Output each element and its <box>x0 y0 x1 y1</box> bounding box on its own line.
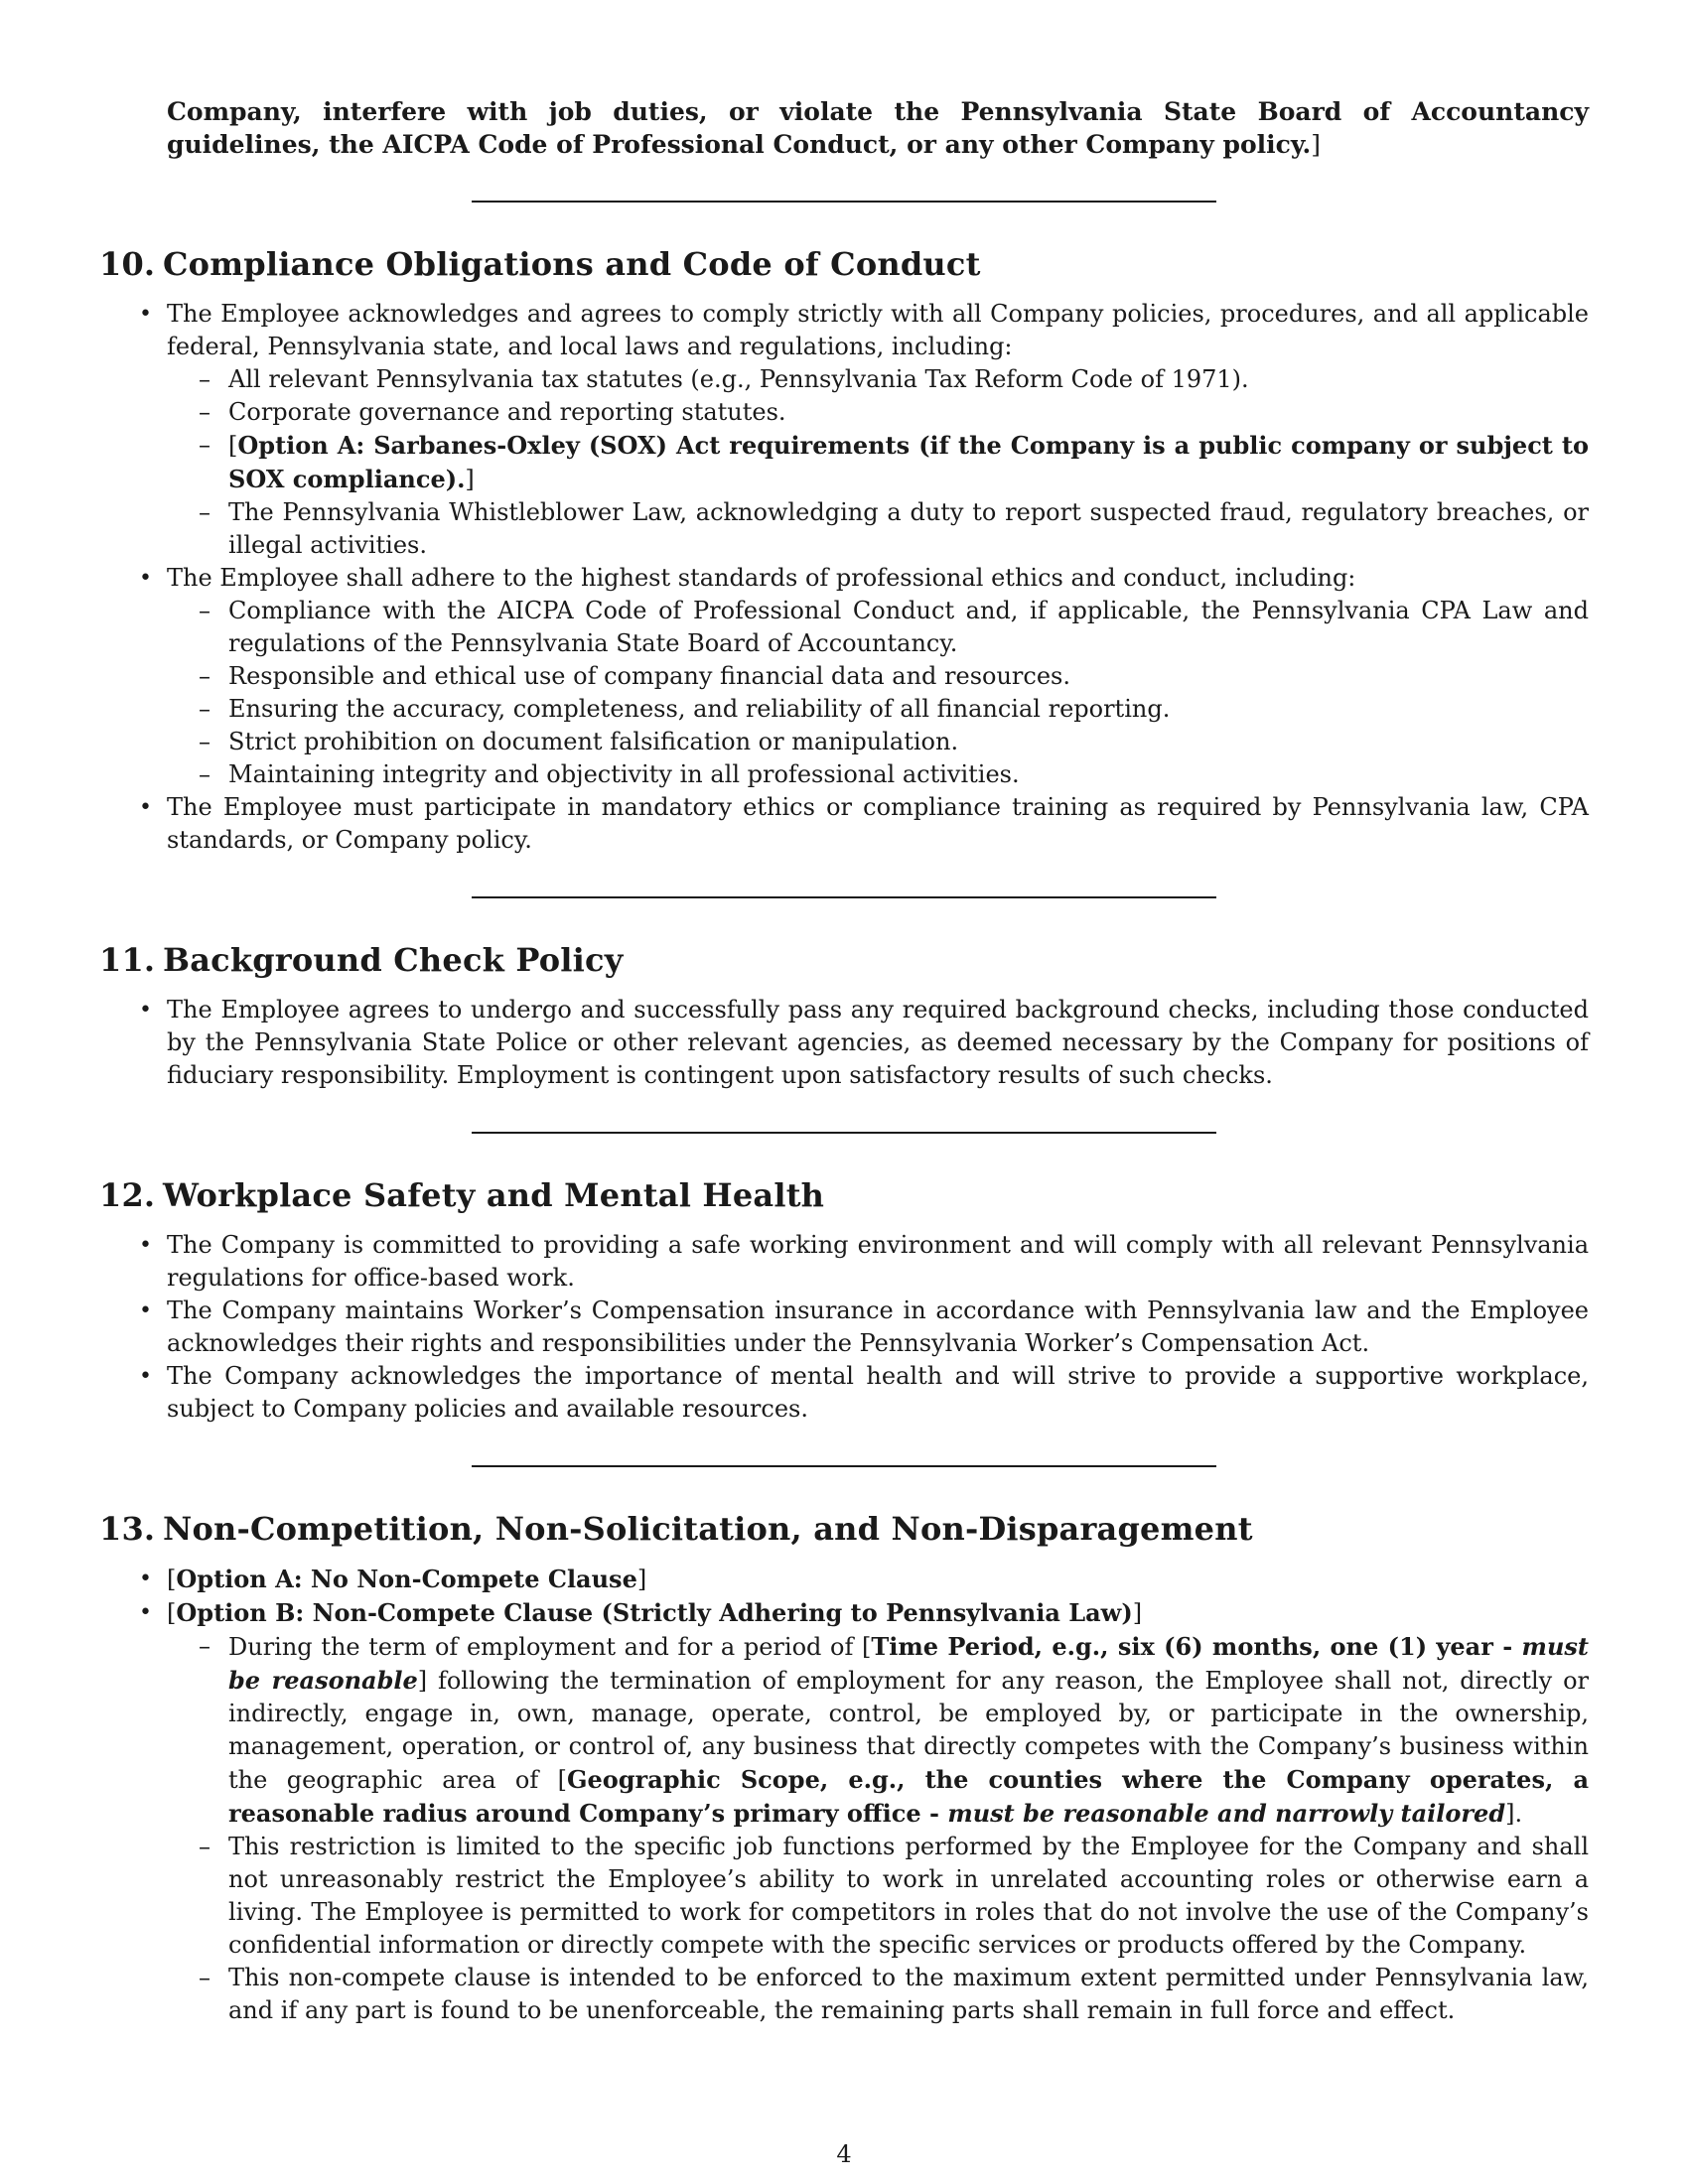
close-bracket: ] <box>465 466 475 493</box>
sublist-item: – This non-compete clause is intended to be enforced to the maximum extent permitted under Pennsylvania law, and if any part is found to be unenforceable, the remaining parts shall remain in full force and effect. <box>167 1962 1589 2027</box>
list-item-option-b <box>99 1596 1589 2027</box>
section-11-list <box>99 994 1589 1092</box>
page-number: 4 <box>836 2140 852 2168</box>
section-number: 13. <box>99 1510 156 1548</box>
section-divider <box>472 201 1216 203</box>
carryover-text: Company, interfere with job duties, or violate the Pennsylvania State Board of Accountancy guidelines, the AICPA Code of Professional Conduct, or any other Company policy. <box>167 97 1589 159</box>
sublist-item-noncompete-term <box>167 1630 1589 1831</box>
list-item-option-a <box>99 1563 1589 1596</box>
section-11-heading <box>99 940 1589 980</box>
section-13-list <box>99 1563 1589 2027</box>
option-text: Option B: Non-Compete Clause (Strictly Adhering to Pennsylvania Law) <box>176 1598 1133 1627</box>
open-bracket: [ <box>228 432 238 460</box>
sublist <box>167 1630 1589 2027</box>
close-bracket: ] <box>1132 1599 1143 1627</box>
bullet-text: The Employee acknowledges and agrees to comply strictly with all Company policies, procedures, and all applicable federal, Pennsylvania state, and local laws and regulations, including: <box>167 300 1589 360</box>
list-item: • The Employee must participate in mandatory ethics or compliance training as required by Pennsylvania law, CPA standards, or Company policy. <box>99 791 1589 857</box>
section-10-list <box>99 298 1589 857</box>
sublist-item: – Responsible and ethical use of company financial data and resources. <box>167 660 1589 693</box>
sublist <box>167 595 1589 791</box>
list-item: • The Company is committed to providing a safe working environment and will comply with all relevant Pennsylvania regulations for office-based work. <box>99 1229 1589 1295</box>
section-number: 10. <box>99 245 156 283</box>
carryover-paragraph <box>167 95 1589 161</box>
section-number: 12. <box>99 1176 156 1214</box>
section-divider <box>472 896 1216 898</box>
sublist-item: – The Pennsylvania Whistleblower Law, acknowledging a duty to report suspected fraud, regulatory breaches, or illegal activities. <box>167 496 1589 562</box>
list-item: • The Company maintains Worker’s Compensation insurance in accordance with Pennsylvania law and the Employee acknowledges their rights and responsibilities under the Pennsylvania Worker’s Compensation Act. <box>99 1295 1589 1360</box>
close-bracket: ] <box>636 1566 647 1593</box>
bullet-text: The Employee shall adhere to the highest standards of professional ethics and conduct, including: <box>167 564 1356 592</box>
open-bracket: [ <box>167 1599 177 1627</box>
section-13-heading <box>99 1509 1589 1549</box>
section-divider <box>472 1465 1216 1467</box>
section-title: Background Check Policy <box>163 941 624 979</box>
sublist-item: – Ensuring the accuracy, completeness, and reliability of all financial reporting. <box>167 693 1589 726</box>
sublist-item: – Maintaining integrity and objectivity in all professional activities. <box>167 758 1589 791</box>
section-divider <box>472 1132 1216 1134</box>
sublist <box>167 363 1589 562</box>
clause-text: ] following the termination of employment for any reason, the Employee shall not, directly or indirectly, engage in, own, manage, operate, control, be employed by, or participate in the ownership, management, operation, or control of, any business that directly competes with the Company’s business within the geographic area of [ <box>228 1667 1589 1794</box>
sublist-item: – Strict prohibition on document falsification or manipulation. <box>167 726 1589 758</box>
option-text: Option A: Sarbanes-Oxley (SOX) Act requirements (if the Company is a public company or subject to SOX compliance). <box>228 431 1589 493</box>
sublist-item: – This restriction is limited to the specific job functions performed by the Employee for the Company and shall not unreasonably restrict the Employee’s ability to work in unrelated accounting roles or otherwise earn a living. The Employee is permitted to work for competitors in roles that do not involve the use of the Company’s confidential information or directly compete with the specific services or products offered by the Company. <box>167 1831 1589 1962</box>
sublist-item: – Compliance with the AICPA Code of Professional Conduct and, if applicable, the Pennsylvania CPA Law and regulations of the Pennsylvania State Board of Accountancy. <box>167 595 1589 660</box>
sublist-item: – All relevant Pennsylvania tax statutes (e.g., Pennsylvania Tax Reform Code of 1971). <box>167 363 1589 396</box>
section-number: 11. <box>99 941 156 979</box>
section-title: Non-Competition, Non-Solicitation, and Non-Disparagement <box>163 1510 1253 1548</box>
sublist-item-option-a <box>167 429 1589 496</box>
list-item <box>99 562 1589 791</box>
section-title: Compliance Obligations and Code of Conduct <box>163 245 981 283</box>
placeholder-geographic-scope: Geographic Scope, e.g., the counties where the Company operates, a reasonable radius around Company’s primary office - <box>228 1765 1589 1828</box>
placeholder-note: must be reasonable <box>228 1632 1589 1695</box>
clause-text: ]. <box>1505 1800 1523 1828</box>
list-item: • The Company acknowledges the importance of mental health and will strive to provide a supportive workplace, subject to Company policies and available resources. <box>99 1360 1589 1426</box>
carryover-close-bracket: ] <box>1311 130 1322 159</box>
list-item: • The Employee agrees to undergo and successfully pass any required background checks, including those conducted by the Pennsylvania State Police or other relevant agencies, as deemed necessary by the Company for positions of fiduciary responsibility. Employment is contingent upon satisfactory results of such checks. <box>99 994 1589 1092</box>
placeholder-note: must be reasonable and narrowly tailored <box>947 1799 1506 1828</box>
option-text: Option A: No Non-Compete Clause <box>176 1565 637 1593</box>
section-12-heading <box>99 1175 1589 1215</box>
section-title: Workplace Safety and Mental Health <box>163 1176 825 1214</box>
list-item <box>99 298 1589 562</box>
page-content <box>99 95 1589 2027</box>
section-10-heading <box>99 244 1589 284</box>
sublist-item: – Corporate governance and reporting statutes. <box>167 396 1589 429</box>
clause-text: During the term of employment and for a period of [ <box>228 1633 872 1661</box>
open-bracket: [ <box>167 1566 177 1593</box>
placeholder-time-period: Time Period, e.g., six (6) months, one (1) year - <box>871 1632 1522 1661</box>
section-12-list <box>99 1229 1589 1426</box>
